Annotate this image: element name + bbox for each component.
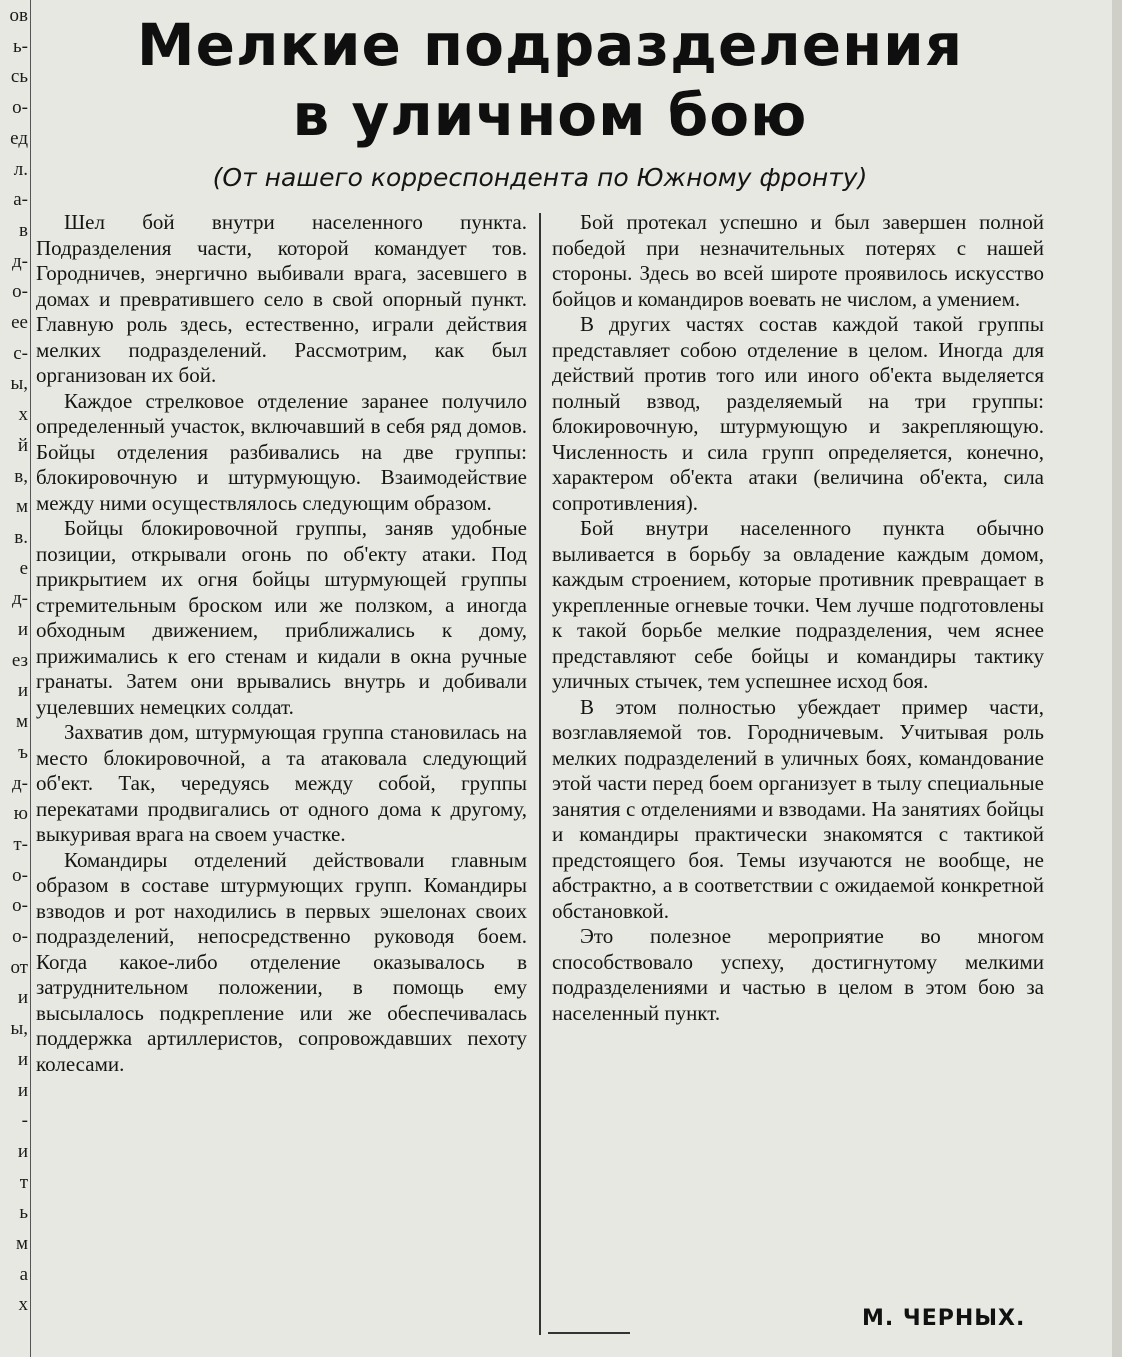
closing-rule — [548, 1332, 630, 1334]
fragment-text: ы, — [10, 374, 28, 394]
fragment-text: в, — [14, 466, 28, 486]
article-headline — [40, 10, 1060, 150]
fragment-text: сь — [10, 67, 28, 87]
article-byline-subtitle: (От нашего корреспондента по Южному фронту) — [212, 163, 868, 192]
fragment-text: и — [17, 1049, 28, 1069]
fragment-text: о- — [12, 927, 28, 946]
fragment-text: и — [17, 988, 28, 1008]
fragment-text: д- — [12, 773, 28, 793]
page-edge — [1112, 0, 1122, 1357]
article-column-left — [36, 210, 527, 1077]
fragment-text: л. — [13, 159, 28, 179]
fragment-text: м — [15, 712, 28, 732]
fragment-text: в. — [14, 527, 28, 547]
fragment-text: ов — [9, 6, 28, 25]
paragraph: Захватив дом, штурмующая группа становилась на место блокировочной, а та атаковала следующий об'ект. Так, чередуясь между собой, группы перекатами продвигались от одного дома к другому, выкуривая врага на своем участке. — [36, 720, 527, 846]
author-signature: М. ЧЕРНЫХ. — [862, 1306, 1026, 1331]
paragraph: В других частях состав каждой такой группы представляет собою отделение в целом. Иногда для действий против того или иного об'екта выделяется полный взвод, разделяемый на три группы: блокировочную, штурмующую и закрепляющую. Численность и сила групп определяется, конечно, характером об'екта атаки (величина об'екта, сила сопротивления). — [552, 312, 1044, 515]
paragraph: В этом полностью убеждает пример части, возглавляемой тов. Городничевым. Учитывая роль мелких подразделений в уличных боях, командование этой части перед боем организует в тылу специальные занятия с отделениями и взводами. На занятиях бойцы и командиры практически знакомятся с тактикой предстоящего боя. Темы изучаются не вообще, не абстрактно, а в соответствии с ожидаемой конкретной обстановкой. — [552, 694, 1044, 923]
fragment-text: а- — [13, 190, 28, 210]
fragment-text: - — [21, 1111, 28, 1131]
fragment-text: с- — [13, 343, 28, 363]
paragraph: Бойцы блокировочной группы, заняв удобные позиции, открывали огонь по об'екту атаки. Под прикрытием их огня бойцы штурмующей группы стремительным броском или же ползком, а иногда обходным движением, приближались к дому, прижимались к его стенам и кидали в окна ручные гранаты. Затем они врывались внутрь и добивали уцелевших немецких солдат. — [36, 516, 527, 719]
fragment-text: е — [19, 558, 28, 578]
fragment-text: о- — [12, 98, 28, 118]
fragment-text: а — [19, 1264, 28, 1284]
fragment-text: от — [10, 957, 28, 977]
previous-column-fragment — [0, 0, 31, 1357]
fragment-text: х — [18, 405, 28, 425]
fragment-text: и — [17, 1080, 28, 1100]
paragraph: Бой внутри населенного пункта обычно выливается в борьбу за овладение каждым домом, каждым строением, которые противник превращает в укрепленные огневые точки. Чем лучше подготовлены к такой борьбе мелкие подразделения, чем яснее представляют себе бойцы и командиры тактику уличных стычек, тем успешнее исход боя. — [552, 516, 1044, 693]
fragment-text: ы, — [10, 1019, 28, 1039]
fragment-text: и — [17, 681, 28, 701]
fragment-text: о- — [12, 865, 28, 885]
fragment-text: х — [18, 1295, 28, 1315]
column-divider — [539, 213, 541, 1335]
fragment-text: о- — [12, 282, 28, 302]
fragment-text: ю — [13, 804, 28, 824]
fragment-text: ь — [19, 1203, 28, 1223]
fragment-text: о- — [12, 896, 28, 916]
fragment-text: ь- — [13, 36, 28, 56]
fragment-text: ъ — [18, 742, 28, 762]
fragment-text: д- — [12, 251, 28, 271]
fragment-text: д- — [12, 589, 28, 609]
fragment-text: и — [17, 620, 28, 639]
headline-line-1: Мелкие подразделения — [136, 11, 964, 79]
fragment-text: ее — [11, 313, 28, 332]
paragraph: Шел бой внутри населенного пункта. Подразделения части, которой командует тов. Городничев, энергично выбивали врага, засевшего в домах и превратившего село в свой опорный пункт. Главную роль здесь, естественно, играли действия мелких подразделений. Рассмотрим, как был организован их бой. — [36, 210, 527, 387]
paragraph: Это полезное мероприятие во многом способствовало успеху, достигнутому мелкими подразделениями и частью в целом в этом бою за населенный пункт. — [552, 924, 1044, 1025]
fragment-text: м — [15, 497, 28, 517]
paragraph: Командиры отделений действовали главным образом в составе штурмующих групп. Командиры взводов и рот находились в первых эшелонах своих подразделений, непосредственно руководя боем. Когда какое-либо отделение оказывалось в затруднительном положении, в помощь ему высылалось подкрепление или же обеспечивалась поддержка артиллеристов, сопровождавших пехоту колесами. — [36, 847, 527, 1076]
paragraph: Каждое стрелковое отделение заранее получило определенный участок, включавший в себя ряд домов. Бойцы отделения разбивались на две группы: блокировочную и штурмующую. Взаимодействие между ними осуществлялось следующим образом. — [36, 388, 527, 515]
fragment-text: м — [15, 1234, 28, 1253]
fragment-text: в — [19, 220, 28, 240]
fragment-text: т — [19, 1172, 28, 1192]
fragment-text: ед — [10, 128, 28, 148]
paragraph: Бой протекал успешно и был завершен полной победой при незначительных потерях с нашей стороны. Здесь во всей широте проявилось искусство бойцов и командиров воевать не числом, а умением. — [552, 210, 1044, 311]
article-column-right — [552, 210, 1044, 1026]
headline-line-2: в уличном бою — [292, 81, 808, 149]
fragment-text: т- — [13, 834, 28, 854]
fragment-text: й — [17, 435, 28, 455]
fragment-text: и — [17, 1141, 28, 1161]
fragment-text: ез — [11, 650, 28, 670]
